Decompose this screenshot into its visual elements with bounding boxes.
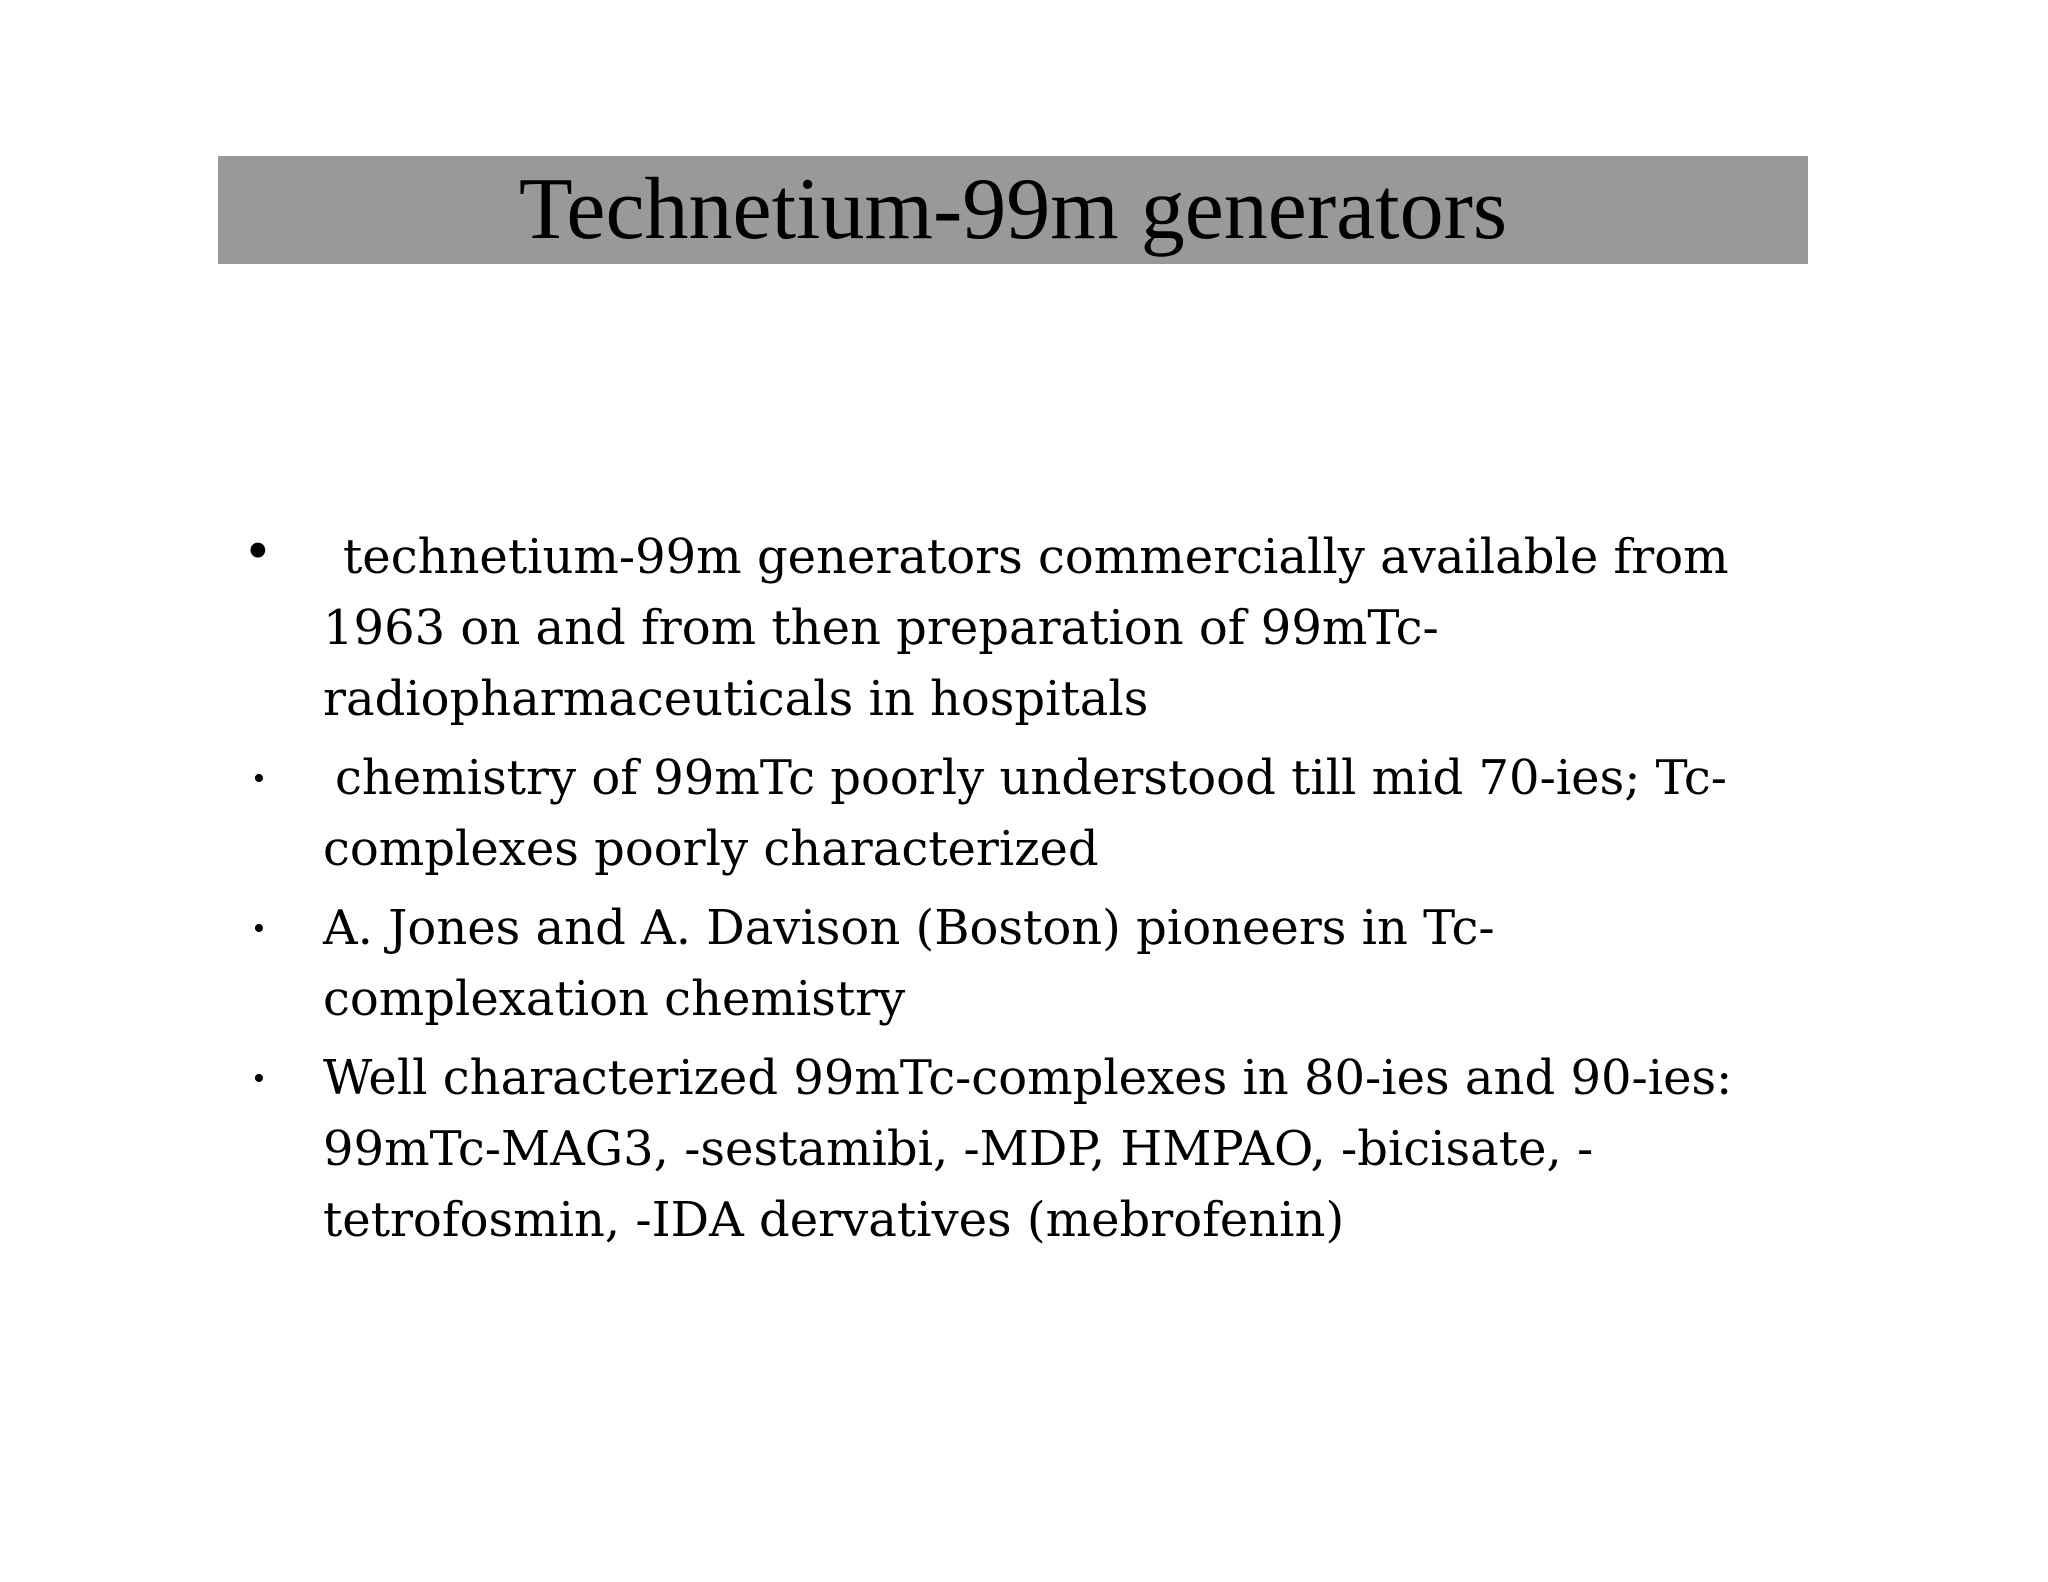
bullet-item-4 bbox=[245, 1043, 1805, 1256]
bullet-marker: • bbox=[247, 517, 269, 585]
bullet-item-2 bbox=[245, 743, 1805, 885]
bullet-marker: • bbox=[253, 760, 265, 797]
bullet-text: chemistry of 99mTc poorly understood till mid 70-ies; Tc-complexes poorly characterized bbox=[323, 750, 1728, 877]
slide-title: Technetium-99m generators bbox=[518, 161, 1508, 258]
bullet-text: technetium-99m generators commercially available from 1963 on and from then preparation of 99mTc-radiopharmaceuticals in hospitals bbox=[323, 529, 1729, 727]
bullet-text: A. Jones and A. Davison (Boston) pioneers in Tc-complexation chemistry bbox=[323, 900, 1495, 1027]
bullet-text: Well characterized 99mTc-complexes in 80-ies and 90-ies: 99mTc-MAG3, -sestamibi, -MDP, HMPAO, -bicisate, -tetrofosmin, -IDA dervatives (mebrofenin) bbox=[323, 1050, 1733, 1248]
bullet-marker: • bbox=[253, 1060, 265, 1097]
bullet-item-1 bbox=[245, 517, 1805, 735]
bullet-list bbox=[245, 517, 1805, 1264]
title-bar bbox=[218, 156, 1808, 264]
bullet-item-3 bbox=[245, 893, 1805, 1035]
bullet-marker: • bbox=[253, 910, 265, 947]
